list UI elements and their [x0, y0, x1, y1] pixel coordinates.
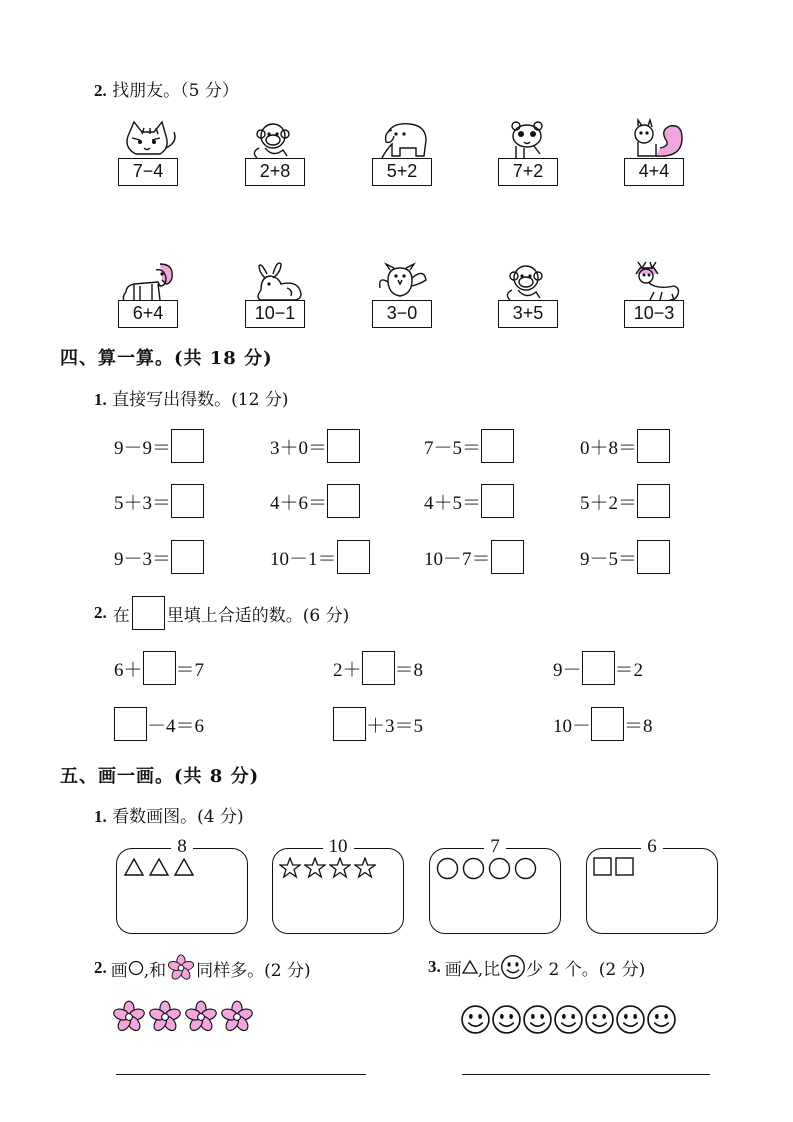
calc-expression: 5＋2＝	[580, 492, 638, 514]
animal-card[interactable]	[245, 118, 309, 196]
fill-suffix: ＝7	[175, 659, 205, 681]
fill-suffix: ＝2	[614, 659, 644, 681]
question-number: 2.	[94, 603, 107, 622]
expression-label: 10−3	[624, 300, 684, 328]
fill-prefix: 2＋	[333, 659, 362, 681]
animal-card[interactable]	[118, 118, 182, 196]
calc-expression: 4＋5＝	[424, 492, 482, 514]
question-text-mid: ,和	[143, 960, 167, 981]
circle-icon	[128, 960, 144, 976]
question-text: 看数画图。(4 分)	[112, 807, 244, 827]
question-number: 1.	[94, 807, 107, 826]
fill-prefix: 9－	[553, 659, 582, 681]
calc-expression: 0＋8＝	[580, 437, 638, 459]
calc-item	[114, 539, 204, 575]
animal-card[interactable]	[245, 260, 309, 338]
star-icon	[279, 857, 301, 879]
answer-box[interactable]	[171, 429, 204, 463]
calc-item	[270, 483, 360, 519]
question-number: 2.	[94, 958, 107, 977]
calc-item	[424, 428, 514, 464]
calc-expression: 3＋0＝	[270, 437, 328, 459]
fill-item	[114, 650, 204, 686]
question-number: 2.	[94, 81, 107, 100]
circle-icon	[488, 857, 511, 880]
shape-group	[279, 857, 376, 879]
answer-box[interactable]	[582, 651, 615, 685]
answer-box[interactable]	[362, 651, 395, 685]
fill-item	[114, 706, 204, 742]
drawing-box[interactable]	[116, 836, 248, 934]
answer-box[interactable]	[481, 484, 514, 518]
calc-expression: 9－9＝	[114, 437, 172, 459]
question-text-pre: 画	[110, 960, 128, 981]
answer-box[interactable]	[143, 651, 176, 685]
calc-item	[424, 539, 524, 575]
answer-box[interactable]	[114, 707, 147, 741]
star-icon	[304, 857, 326, 879]
box-number-wrap	[273, 836, 403, 858]
answer-box[interactable]	[171, 540, 204, 574]
fill-suffix: ＝8	[394, 659, 424, 681]
fill-prefix: 6＋	[114, 659, 143, 681]
s4q2-heading	[94, 596, 349, 630]
question-text-mid: ,比	[477, 959, 501, 980]
fill-suffix: ＝8	[624, 715, 653, 737]
answer-box[interactable]	[637, 429, 670, 463]
circle-icon	[462, 857, 485, 880]
expression-label: 3+5	[498, 300, 558, 328]
fill-item	[553, 706, 653, 742]
triangle-icon	[173, 857, 195, 877]
expression-label: 6+4	[118, 300, 178, 328]
question-text-pre: 画	[444, 959, 462, 980]
q2-heading	[94, 76, 239, 101]
animal-card[interactable]	[372, 260, 436, 338]
answer-box[interactable]	[327, 484, 360, 518]
question-text-post: 同样多。(2 分)	[196, 960, 311, 981]
answer-box[interactable]	[337, 540, 370, 574]
calc-expression: 5＋3＝	[114, 492, 172, 514]
answer-line-5-2[interactable]	[116, 1074, 366, 1075]
box-number-wrap	[430, 836, 560, 858]
box-number: 10	[323, 836, 354, 857]
expression-label: 4+4	[624, 158, 684, 186]
calc-expression: 9－5＝	[580, 548, 638, 570]
answer-box[interactable]	[591, 707, 624, 741]
square-icon	[593, 857, 612, 876]
fill-suffix: ＋3＝5	[366, 715, 424, 737]
smiley-icon	[615, 1004, 646, 1035]
flower-icon	[148, 1000, 182, 1034]
animal-card[interactable]	[624, 118, 688, 196]
star-icon	[354, 857, 376, 879]
shape-group	[123, 857, 195, 877]
answer-line-5-3[interactable]	[462, 1074, 710, 1075]
box-number: 8	[171, 836, 193, 857]
flower-row	[112, 1000, 254, 1034]
smiley-icon	[460, 1004, 491, 1035]
calc-expression: 10－1＝	[270, 548, 337, 570]
box-number: 7	[484, 836, 506, 857]
answer-box[interactable]	[171, 484, 204, 518]
calc-expression: 4＋6＝	[270, 492, 328, 514]
question-text-pre: 在	[112, 605, 130, 626]
animal-card[interactable]	[498, 118, 562, 196]
animal-card[interactable]	[118, 260, 182, 338]
calc-item	[114, 483, 204, 519]
question-text: 直接写出得数。(12 分)	[112, 390, 289, 410]
calc-item	[424, 483, 514, 519]
calc-item	[270, 428, 360, 464]
fill-item	[333, 650, 423, 686]
fill-prefix: 10－	[553, 715, 592, 737]
triangle-icon	[462, 959, 478, 975]
expression-label: 7+2	[498, 158, 558, 186]
shape-group	[593, 857, 634, 876]
fill-suffix: －4＝6	[147, 715, 205, 737]
answer-box[interactable]	[481, 429, 514, 463]
calc-expression: 10－7＝	[424, 548, 491, 570]
question-text: 找朋友。（5 分）	[112, 81, 239, 101]
calc-expression: 7－5＝	[424, 437, 482, 459]
s4q1-heading	[94, 385, 288, 410]
flower-icon	[166, 954, 196, 982]
section-4-title: 四、算一算。(共 18 分)	[60, 348, 273, 369]
calc-item	[580, 539, 670, 575]
calc-item	[580, 428, 670, 464]
star-icon	[329, 857, 351, 879]
answer-box[interactable]	[491, 540, 524, 574]
animal-card[interactable]	[624, 260, 688, 338]
flower-icon	[184, 1000, 218, 1034]
fill-item	[333, 706, 423, 742]
circle-icon	[436, 857, 459, 880]
smiley-icon	[646, 1004, 677, 1035]
box-number-wrap	[587, 836, 717, 858]
smiley-row	[460, 1004, 677, 1035]
box-number-wrap	[117, 836, 247, 858]
expression-label: 10−1	[245, 300, 305, 328]
calc-item	[580, 483, 670, 519]
smiley-icon	[553, 1004, 584, 1035]
box-number: 6	[641, 836, 663, 857]
drawing-box[interactable]	[429, 836, 561, 934]
smiley-icon	[500, 954, 526, 980]
answer-box[interactable]	[637, 540, 670, 574]
square-icon	[615, 857, 634, 876]
flower-icon	[112, 1000, 146, 1034]
triangle-icon	[148, 857, 170, 877]
question-text-post: 里填上合适的数。(6 分)	[166, 605, 350, 626]
answer-box[interactable]	[333, 707, 366, 741]
fill-item	[553, 650, 643, 686]
calc-expression: 9－3＝	[114, 548, 172, 570]
smiley-icon	[491, 1004, 522, 1035]
expression-label: 5+2	[372, 158, 432, 186]
question-number: 3.	[428, 957, 441, 976]
s5q3-heading	[428, 954, 645, 980]
calc-item	[114, 428, 204, 464]
s5q1-heading	[94, 802, 244, 827]
answer-box-sample	[132, 596, 165, 630]
smiley-icon	[522, 1004, 553, 1035]
expression-label: 2+8	[245, 158, 305, 186]
animal-card[interactable]	[372, 118, 436, 196]
flower-icon	[220, 1000, 254, 1034]
expression-label: 3−0	[372, 300, 432, 328]
circle-icon	[514, 857, 537, 880]
smiley-icon	[584, 1004, 615, 1035]
animal-card[interactable]	[498, 260, 562, 338]
answer-box[interactable]	[327, 429, 360, 463]
triangle-icon	[123, 857, 145, 877]
shape-group	[436, 857, 537, 880]
calc-item	[270, 539, 370, 575]
s5q2-heading	[94, 954, 311, 982]
section-5-title: 五、画一画。(共 8 分)	[60, 766, 260, 787]
expression-label: 7−4	[118, 158, 178, 186]
answer-box[interactable]	[637, 484, 670, 518]
question-number: 1.	[94, 390, 107, 409]
drawing-box[interactable]	[586, 836, 718, 934]
question-text-post: 少 2 个。(2 分)	[526, 959, 646, 980]
drawing-box[interactable]	[272, 836, 404, 934]
